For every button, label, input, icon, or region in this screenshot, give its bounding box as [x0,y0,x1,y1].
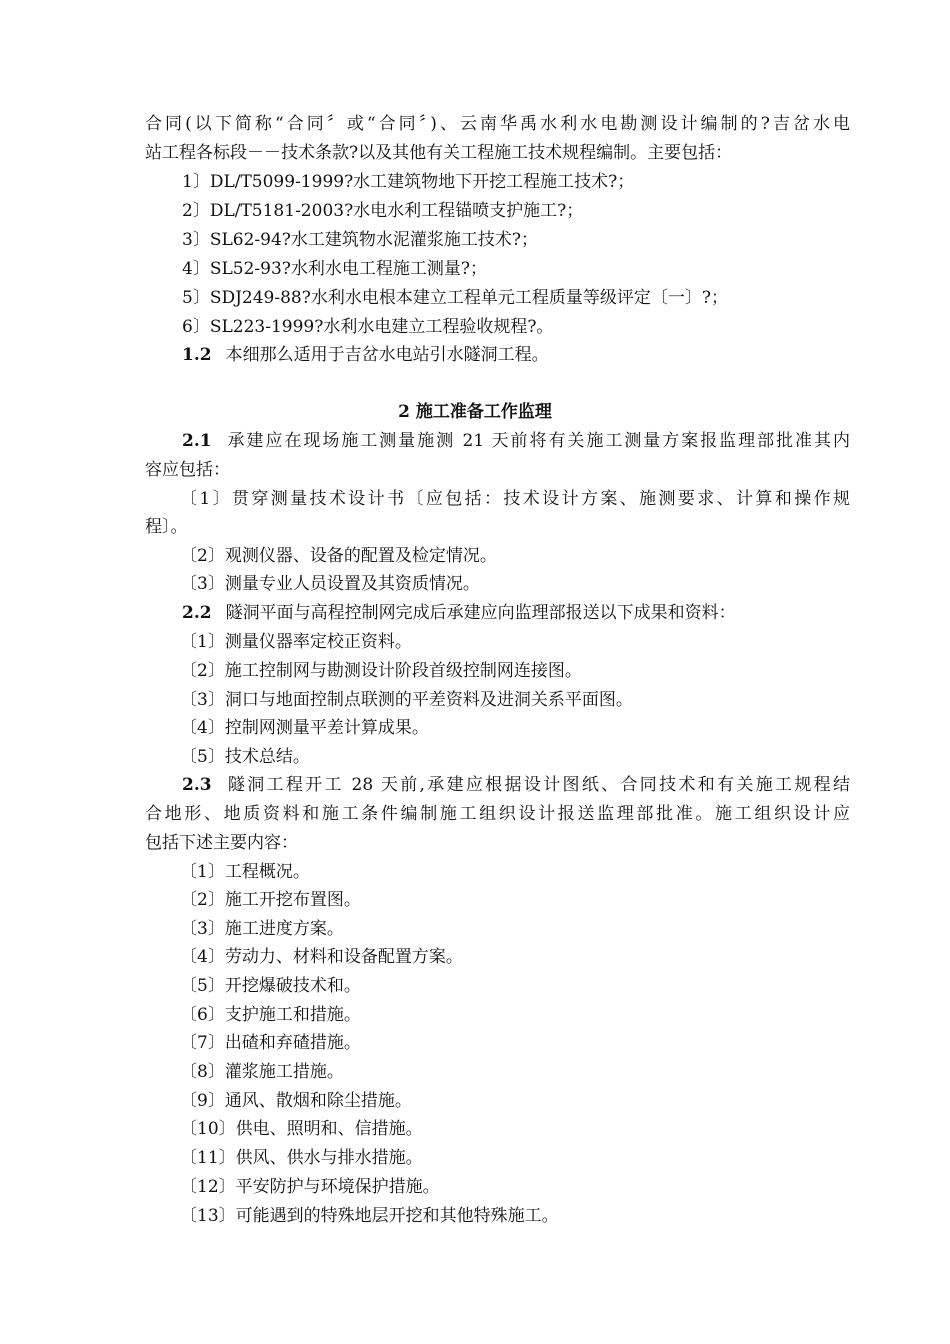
clause-1-2 [182,344,549,366]
section-heading: 2 施工准备工作监理 [398,402,552,422]
list-item: 〔3〕洞口与地面控制点联测的平差资料及进洞关系平面图。 [180,690,633,710]
clause-text-continued: 容应包括： [145,460,230,480]
clause-text: 隧洞平面与高程控制网完成后承建应向监理部报送以下成果和资料： [225,603,736,623]
list-item: 〔8〕灌浆施工措施。 [180,1062,344,1082]
list-item: 〔2〕施工控制网与勘测设计阶段首级控制网连接图。 [180,661,582,681]
list-item: 〔10〕供电、照明和、信措施。 [180,1119,423,1139]
reference-item: 4〕SL52-93?水利水电工程施工测量?； [182,259,487,279]
clause-text-continued: 包括下述主要内容： [145,833,298,853]
reference-item: 6〕SL223-1999?水利水电建立工程验收规程?。 [182,317,554,337]
clause-number: 2.3 [182,775,212,795]
list-item: 〔13〕可能遇到的特殊地层开挖和其他特殊施工。 [180,1206,559,1226]
clause-text: 承建应在现场施工测量施测 21 天前将有关施工测量方案报监理部批准其内 [225,431,850,451]
clause-text: 隧洞工程开工 28 天前,承建应根据设计图纸、合同技术和有关施工规程结 [225,775,850,795]
list-item: 〔1〕工程概况。 [180,862,310,882]
list-item: 〔12〕平安防护与环境保护措施。 [180,1177,440,1197]
reference-item: 3〕SL62-94?水工建筑物水泥灌浆施工技术?； [182,230,538,250]
reference-item: 2〕DL/T5181-2003?水电水利工程锚喷支护施工?； [182,201,584,221]
list-item: 〔3〕测量专业人员设置及其资质情况。 [180,574,480,594]
list-item: 〔2〕施工开挖布置图。 [180,890,361,910]
clause-number: 2.1 [182,431,212,451]
clause-number: 1.2 [182,345,212,365]
clause-number: 2.2 [182,603,212,623]
list-item: 〔4〕控制网测量平差计算成果。 [180,718,429,738]
list-item: 〔1〕测量仪器率定校正资料。 [180,632,412,652]
list-item: 〔1〕贯穿测量技术设计书〔应包括：技术设计方案、施测要求、计算和操作规 [180,489,850,509]
list-item: 〔5〕开挖爆破技术和。 [180,976,361,996]
clause-2-1 [182,430,850,452]
list-item: 〔6〕支护施工和措施。 [180,1005,361,1025]
intro-line: 站工程各标段－－技术条款?以及其他有关工程施工技术规程编制。主要包括： [145,143,733,163]
reference-item: 1〕DL/T5099-1999?水工建筑物地下开挖工程施工技术?； [182,172,635,192]
list-item-continued: 程〕。 [145,517,188,537]
list-item: 〔2〕观测仪器、设备的配置及检定情况。 [180,546,497,566]
clause-2-2 [182,602,736,624]
list-item: 〔4〕劳动力、材料和设备配置方案。 [180,947,463,967]
reference-item: 5〕SDJ249-88?水利水电根本建立工程单元工程质量等级评定〔一〕?； [182,288,728,308]
intro-line: 合同(以下简称“合同〞或“合同〞)、云南华禹水利水电勘测设计编制的?吉岔水电 [145,114,850,134]
clause-2-3 [182,774,850,796]
list-item: 〔11〕供风、供水与排水措施。 [180,1148,423,1168]
clause-text-continued: 合地形、地质资料和施工条件编制施工组织设计报送监理部批准。施工组织设计应 [145,804,850,824]
clause-text: 本细那么适用于吉岔水电站引水隧洞工程。 [225,345,549,365]
list-item: 〔9〕通风、散烟和除尘措施。 [180,1091,412,1111]
list-item: 〔3〕施工进度方案。 [180,919,344,939]
list-item: 〔5〕技术总结。 [180,747,310,767]
list-item: 〔7〕出碴和弃碴措施。 [180,1033,361,1053]
